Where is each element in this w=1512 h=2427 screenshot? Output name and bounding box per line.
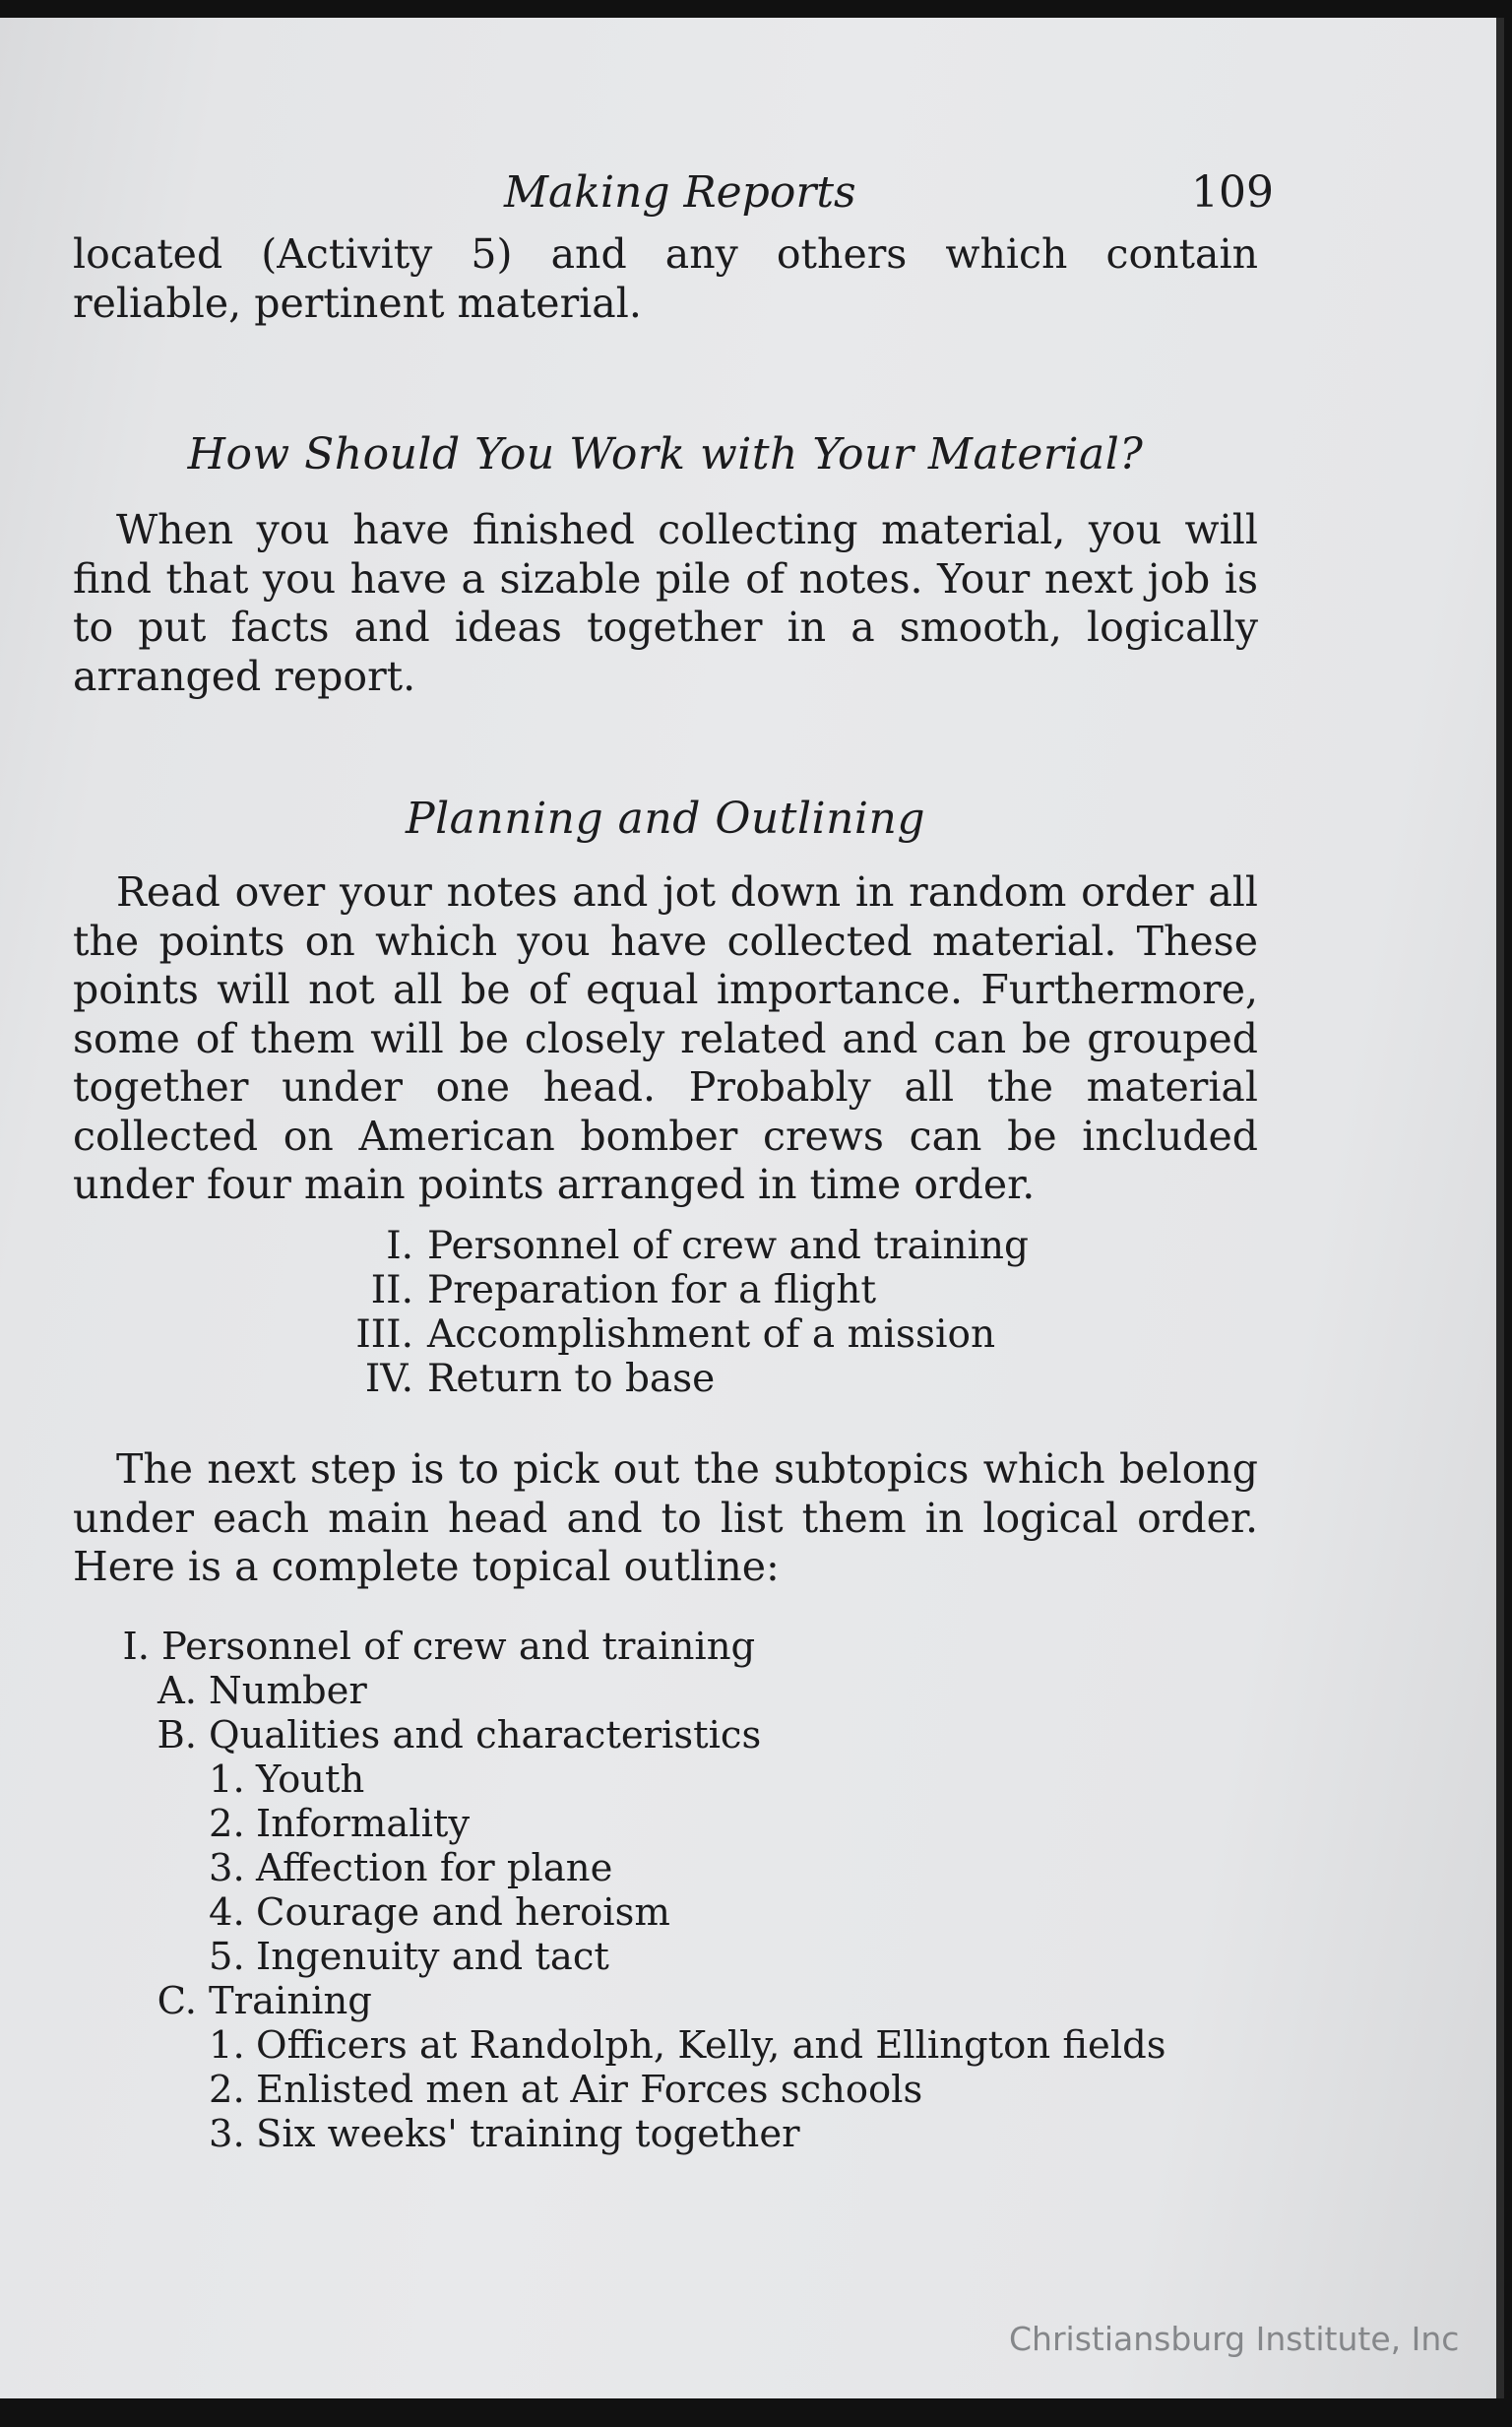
running-head-title: Making Reports xyxy=(504,167,856,218)
outline-subitem: A. Number xyxy=(157,1669,367,1713)
book-page xyxy=(0,18,1504,2398)
paragraph-planning: Read over your notes and jot down in random order all the points on which you have collected material. These points will not all be of equal importance. Furthermore, some of them will be closely related and can be grouped together under one head. Probably all the material collected on American bomber crews can be included under four main points arranged in time order. xyxy=(73,868,1258,1208)
section-heading-planning-outlining: Planning and Outlining xyxy=(405,794,926,844)
main-point: II. Preparation for a flight xyxy=(370,1268,877,1312)
outline-item: I. Personnel of crew and training xyxy=(122,1625,756,1669)
outline-subsubitem: 1. Officers at Randolph, Kelly, and Ellington fields xyxy=(209,2023,1166,2068)
running-head xyxy=(0,156,1504,218)
outline-subsubitem: 4. Courage and heroism xyxy=(209,1890,670,1935)
watermark-text: Christiansburg Institute, Inc xyxy=(1009,2320,1460,2358)
intro-paragraph: located (Activity 5) and any others which contain reliable, pertinent material. xyxy=(73,230,1258,327)
topical-outline xyxy=(108,1625,1166,2156)
outline-subsubitem: 3. Six weeks' training together xyxy=(209,2112,800,2156)
main-point: IV. Return to base xyxy=(364,1357,716,1401)
outline-subsubitem: 2. Informality xyxy=(209,1802,471,1846)
outline-subsubitem: 3. Affection for plane xyxy=(209,1846,613,1890)
outline-subsubitem: 1. Youth xyxy=(209,1757,365,1802)
outline-subsubitem: 2. Enlisted men at Air Forces schools xyxy=(209,2068,923,2112)
paragraph-collecting-material: When you have finished collecting material, you will find that you have a sizable pile of notes. Your next job is to put facts and ideas together in a smooth, logically arranged report. xyxy=(73,506,1258,700)
main-point: III. Accomplishment of a mission xyxy=(355,1312,996,1357)
outline-subsubitem: 5. Ingenuity and tact xyxy=(209,1935,609,1979)
main-points-list xyxy=(325,1224,1029,1401)
main-point: I. Personnel of crew and training xyxy=(386,1224,1029,1268)
section-heading-work-with-material: How Should You Work with Your Material? xyxy=(187,429,1144,479)
outline-subitem: C. Training xyxy=(157,1979,372,2023)
outline-subitem: B. Qualities and characteristics xyxy=(157,1713,762,1757)
paragraph-next-step: The next step is to pick out the subtopics which belong under each main head and to list them in logical order. Here is a complete topical outline: xyxy=(73,1445,1258,1590)
page-number: 109 xyxy=(1191,167,1274,218)
